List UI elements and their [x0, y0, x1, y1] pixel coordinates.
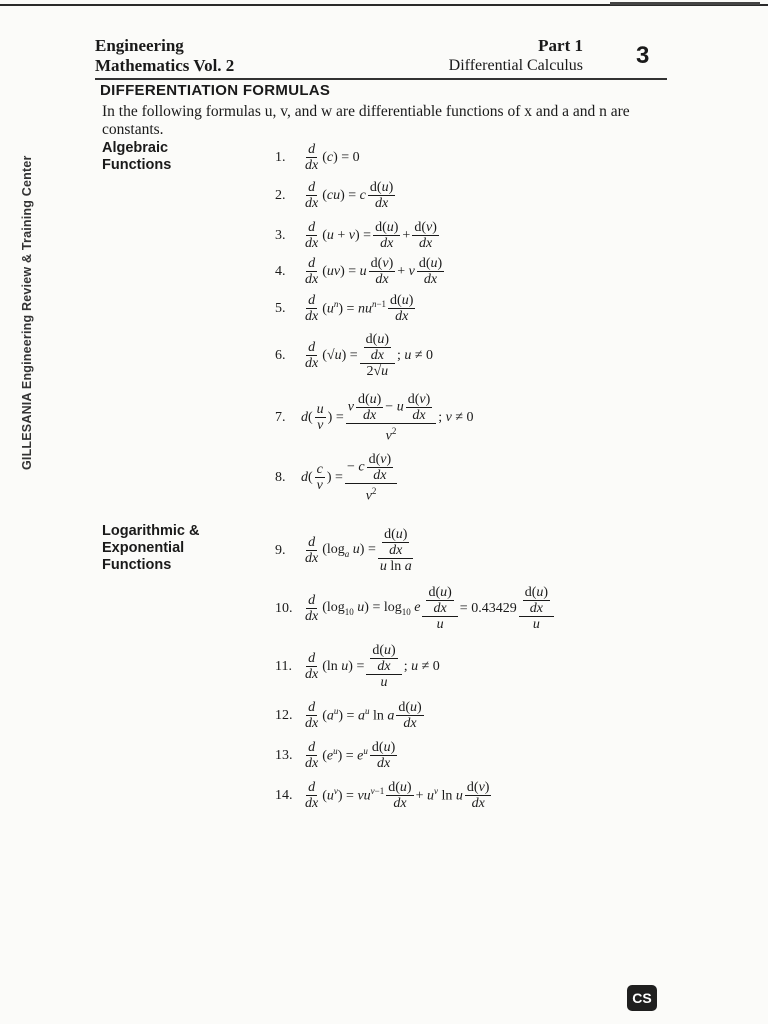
formula-4: 4. d dx (uv) = u d(v) dx + v d(u) dx — [275, 256, 443, 287]
formula-number: 7. — [275, 409, 286, 425]
formula-6: 6. d dx (√u) = $\frac{\frac{d(u)}{dx}}{2√u}$ ; u ≠ 0 — [275, 332, 434, 379]
section-algebraic-line2: Functions — [102, 157, 172, 173]
formula-8: 8. d( c v ) = − c $\frac{d(v)}{dx}$ $v^2$ — [275, 452, 399, 504]
formula-14: 14. d dx $(u^v) = vu^{v-1}$ d(u) dx + $u^v$ ln u d(v) dx — [275, 780, 490, 811]
formula-12: 12. d dx $(a^u) = a^u$ ln a d(u) dx — [275, 700, 422, 731]
formula-number: 14. — [275, 787, 293, 803]
camscanner-badge: CS — [627, 985, 657, 1011]
formula-10: 10. d dx ($\log_{10}$ $u) = \log_{10} e$ $\frac{\frac{d(u)}{dx}}{u}$ = 0.43429 $\frac{d(u)}{dx}$ u — [275, 585, 556, 632]
formula-number: 3. — [275, 227, 286, 243]
formula-number: 10. — [275, 600, 293, 616]
chapter-heading — [423, 36, 583, 76]
formula-2: 2. d dx (cu) = c d(u) dx — [275, 180, 394, 211]
book-title-line1: Engineering — [95, 36, 184, 55]
formula-number: 6. — [275, 347, 286, 363]
section-log-line2: Exponential — [102, 540, 185, 556]
formula-number: 8. — [275, 469, 286, 485]
header-rule — [95, 78, 667, 80]
sidebar-publisher-text: GILLESANIA Engineering Review & Training Center — [20, 155, 34, 470]
formula-5: 5. d dx $(u^n) = nu^{n-1}$ d(u) dx — [275, 293, 414, 324]
section-algebraic — [102, 140, 171, 174]
page-number: 3 — [636, 42, 650, 69]
formula-9: 9. d dx ($\log_a$ u) = $\frac{\frac{d(u)}{dx}}{\text{u ln a}}$ — [275, 527, 412, 574]
formula-number: 12. — [275, 707, 293, 723]
formula-number: 1. — [275, 149, 286, 165]
formula-13: 13. d dx $(e^u) = e^u$ d(u) dx — [275, 740, 396, 771]
formula-number: 2. — [275, 187, 286, 203]
formula-number: 13. — [275, 747, 293, 763]
formula-11: 11. d dx (ln u) = $\frac{\frac{d(u)}{dx}}{u}$ ; u ≠ 0 — [275, 643, 440, 690]
book-title-line2: Mathematics Vol. 2 — [95, 56, 235, 75]
formula-number: 5. — [275, 300, 286, 316]
section-logarithmic — [102, 523, 199, 574]
intro-paragraph: In the following formulas u, v, and w are differentiable functions of x and a and n are constants. — [102, 103, 630, 138]
part-label: Part 1 — [538, 36, 583, 55]
section-log-line1: Logarithmic & — [102, 523, 200, 539]
formula-number: 11. — [275, 658, 292, 674]
formula-1: 1. d dx (c) = 0 — [275, 142, 360, 173]
formula-3: 3. d dx (u + v) = $\frac{d(u)}{dx}$ + $\frac{d(v)}{dx}$ — [275, 220, 437, 251]
book-title — [95, 36, 234, 76]
chapter-label: Differential Calculus — [448, 57, 583, 74]
formula-7: 7. d( u v ) = v $\frac{d(u)}{dx}$ − u $\frac{d(v)}{dx}$ $v^2$ ; v ≠ 0 — [275, 392, 474, 444]
page-title: DIFFERENTIATION FORMULAS — [100, 82, 331, 99]
formula-number: 9. — [275, 542, 286, 558]
top-border-accent — [610, 2, 760, 5]
section-algebraic-line1: Algebraic — [102, 140, 169, 156]
section-log-line3: Functions — [102, 557, 172, 573]
formula-number: 4. — [275, 263, 286, 279]
